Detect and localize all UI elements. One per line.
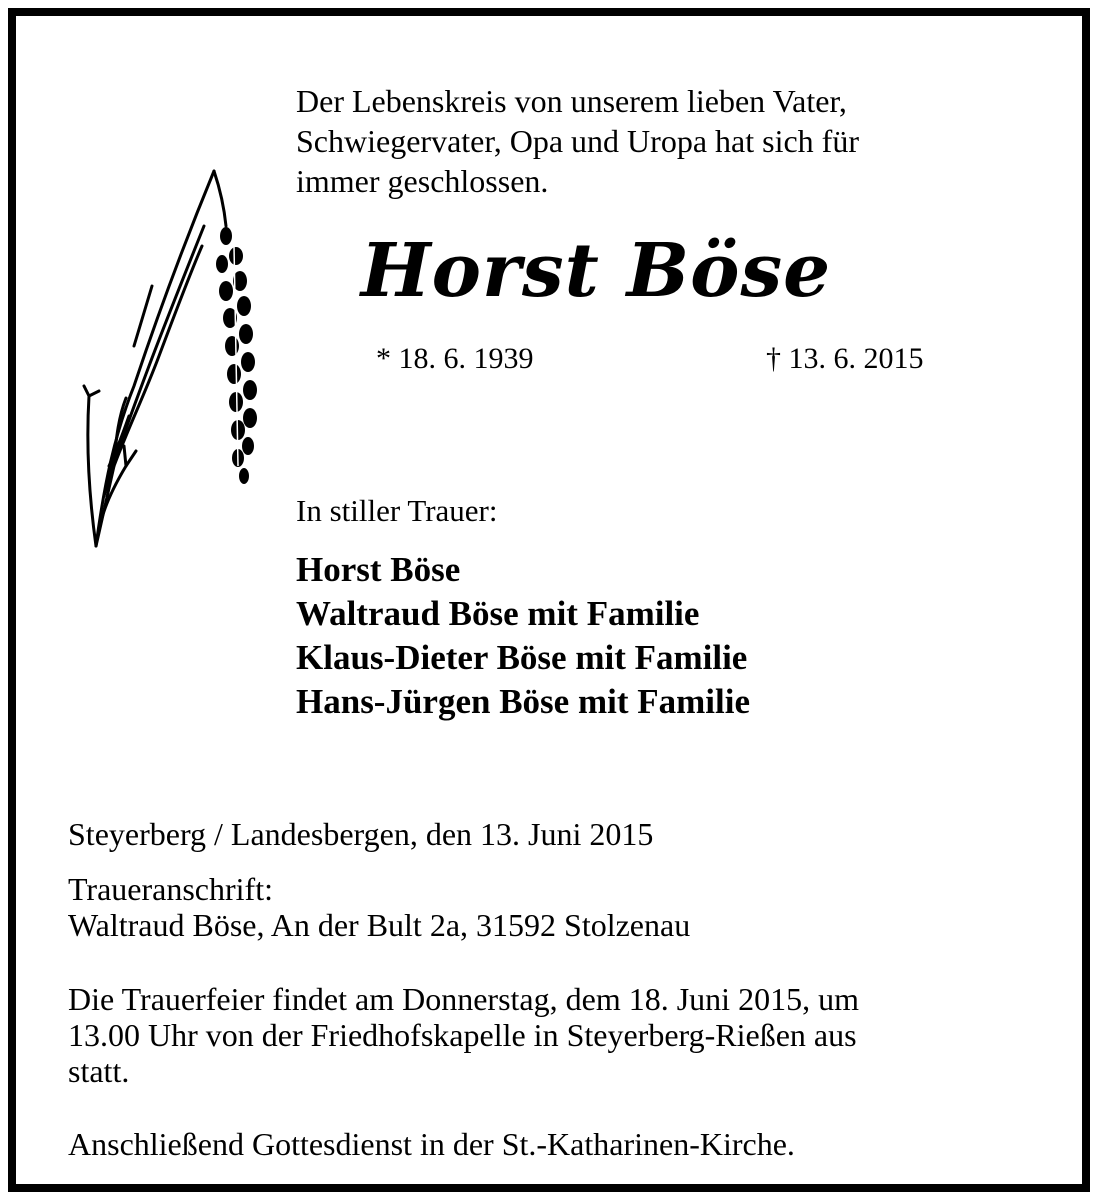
obituary-frame [8,8,1090,1192]
intro-line-1: Der Lebenskreis von unserem lieben Vater, [296,83,847,119]
place-and-date: Steyerberg / Landesbergen, den 13. Juni 2015 [68,816,654,852]
ceremony-line-2: 13.00 Uhr von der Friedhofskapelle in Steyerberg-Rießen aus [68,1017,857,1053]
intro-line-3: immer geschlossen. [296,163,549,199]
death-date: † 13. 6. 2015 [766,342,924,375]
mourning-address: Waltraud Böse, An der Bult 2a, 31592 Stolzenau [68,907,691,943]
mourner-name: Waltraud Böse mit Familie [296,594,700,633]
mourner-name: Hans-Jürgen Böse mit Familie [296,682,750,721]
mourner-name: Horst Böse [296,550,461,589]
ceremony-line-3: statt. [68,1053,130,1089]
intro-text [296,81,1046,201]
mourners-list [296,548,750,724]
intro-line-2: Schwiegervater, Opa und Uropa hat sich für [296,123,859,159]
mourner-name: Klaus-Dieter Böse mit Familie [296,638,748,677]
ceremony-text [68,981,1048,1089]
birth-date: * 18. 6. 1939 [376,342,534,375]
ceremony-line-1: Die Trauerfeier findet am Donnerstag, dem 18. Juni 2015, um [68,981,859,1017]
service-notice: Anschließend Gottesdienst in der St.-Katharinen-Kirche. [68,1126,795,1162]
mourning-label: In stiller Trauer: [296,493,498,528]
deceased-name: Horst Böse [360,228,832,314]
address-label: Traueranschrift: [68,871,273,907]
wheat-ear-icon [74,166,284,646]
